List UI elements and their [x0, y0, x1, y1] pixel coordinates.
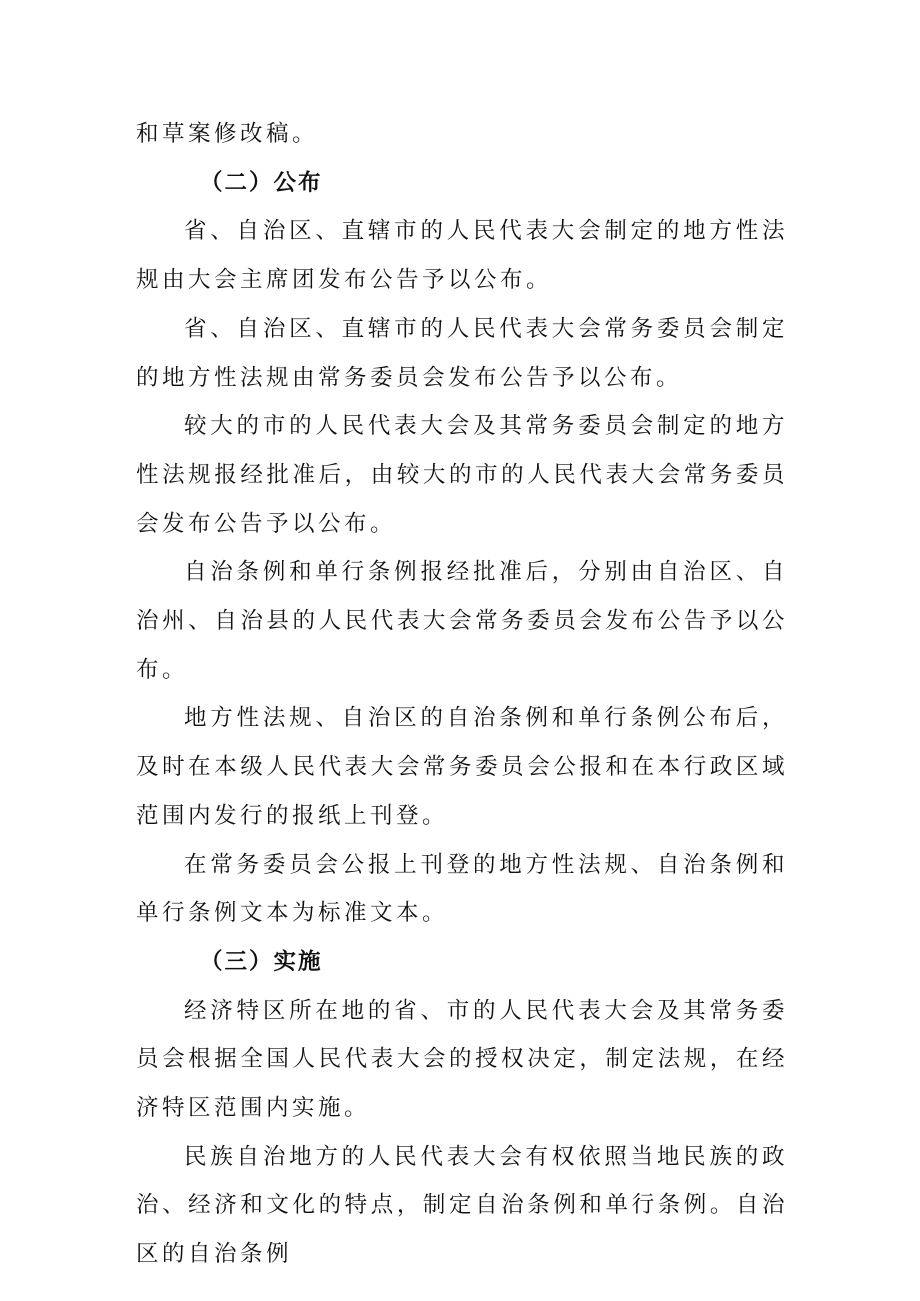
- paragraph-larger-city: 较大的市的人民代表大会及其常务委员会制定的地方性法规报经批准后，由较大的市的人民代表大会常务委员会发布公告予以公布。: [136, 413, 788, 537]
- section-heading-publication: （二）公布: [200, 169, 323, 196]
- document-page: [136, 110, 788, 1279]
- section-heading-implementation: （三）实施: [200, 948, 323, 975]
- paragraph-continuation: 和草案修改稿。: [136, 121, 319, 147]
- paragraph-autonomous-regulations: 自治条例和单行条例报经批准后，分别由自治区、自治州、自治县的人民代表大会常务委员会发布公告予以公布。: [136, 559, 788, 683]
- paragraph-special-economic-zone: 经济特区所在地的省、市的人民代表大会及其常务委员会根据全国人民代表大会的授权决定，制定法规，在经济特区范围内实施。: [136, 997, 788, 1122]
- paragraph-ethnic-autonomous-areas: 民族自治地方的人民代表大会有权依照当地民族的政治、经济和文化的特点，制定自治条例和单行条例。自治区的自治条例: [136, 1143, 788, 1268]
- paragraph-provincial-congress: 省、自治区、直辖市的人民代表大会制定的地方性法规由大会主席团发布公告予以公布。: [136, 218, 788, 294]
- paragraph-provincial-standing-committee: 省、自治区、直辖市的人民代表大会常务委员会制定的地方性法规由常务委员会发布公告予以公布。: [136, 315, 788, 391]
- paragraph-publication-in-gazette: 地方性法规、自治区的自治条例和单行条例公布后，及时在本级人民代表大会常务委员会公报和在本行政区域范围内发行的报纸上刊登。: [136, 705, 788, 829]
- paragraph-standard-text: 在常务委员会公报上刊登的地方性法规、自治条例和单行条例文本为标准文本。: [136, 851, 788, 927]
